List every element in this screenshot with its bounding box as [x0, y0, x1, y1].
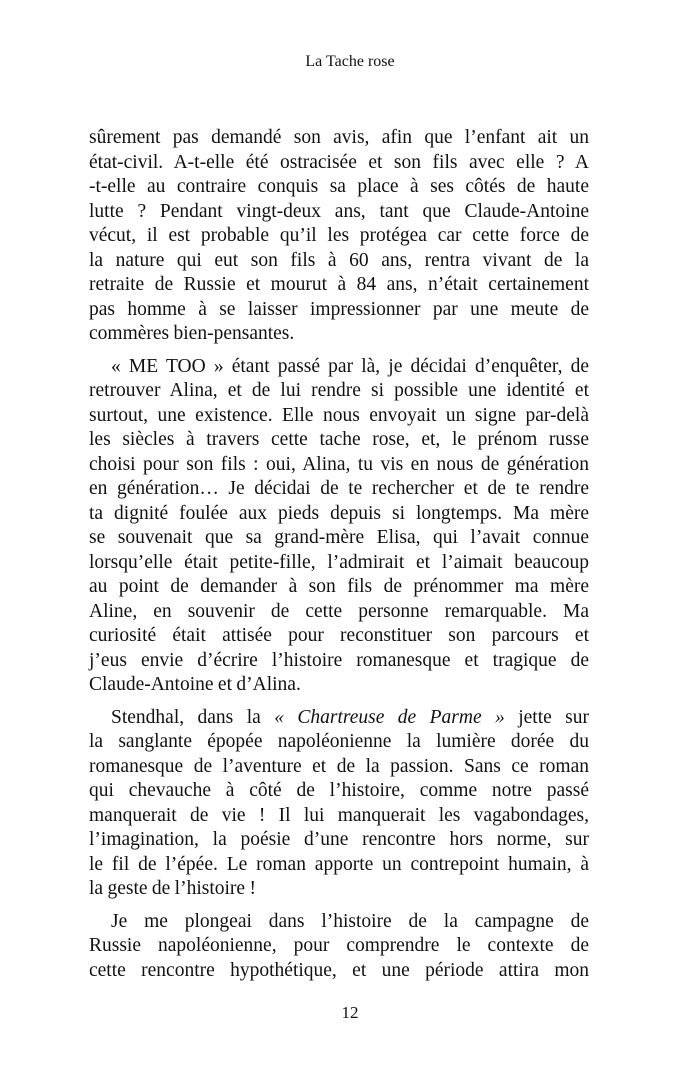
text-line: commères bien-pensantes.: [89, 323, 295, 344]
text-line: curiosité était attisée pour reconstituer son parcours et: [89, 625, 589, 646]
text-line: l’imagination, la poésie d’une rencontre hors norme, sur: [89, 829, 589, 850]
text-line: la geste de l’histoire !: [89, 878, 256, 899]
text-line: -t-elle au contraire conquis sa place à ses côtés de haute: [89, 176, 589, 197]
text-line: la nature qui eut son fils à 60 ans, rentra vivant de la: [89, 249, 589, 271]
text-line: Aline, en souvenir de cette personne remarquable. Ma: [89, 600, 589, 622]
text-line: vécut, il est probable qu’il les protégea car cette force de: [89, 225, 589, 246]
text-line: état-civil. A-t-elle été ostracisée et son fils avec elle ? A: [89, 151, 589, 173]
paragraph-3: [89, 706, 589, 902]
running-head: La Tache rose: [305, 53, 395, 70]
page-number: 12: [341, 1003, 359, 1022]
text-line: [89, 706, 589, 731]
text-line: retrouver Alina, et de lui rendre si possible une identité et: [89, 380, 589, 401]
text-line: ta dignité foulée aux pieds depuis si longtemps. Ma mère: [89, 502, 589, 524]
paragraph-2: [89, 355, 589, 698]
text-line: sûrement pas demandé son avis, afin que l’enfant ait un: [89, 127, 589, 148]
text-line: j’eus envie d’écrire l’histoire romanesque et tragique de: [89, 649, 589, 671]
paragraph-1: [89, 126, 589, 347]
text-line: lorsqu’elle était petite-fille, l’admirait et l’aimait beaucoup: [89, 551, 589, 573]
book-title: « Chartreuse de Parme »: [274, 706, 505, 728]
text-line: romanesque de l’aventure et de la passion. Sans ce roman: [89, 755, 589, 777]
text-line: la sanglante épopée napoléonienne la lumière dorée du: [89, 731, 589, 752]
text-line: en génération… Je décidai de te rechercher et de te rendre: [89, 478, 589, 499]
text-line: au point de demander à son fils de prénommer ma mère: [89, 576, 589, 597]
text-line: se souvenait que sa grand-mère Elisa, qui l’avait connue: [89, 527, 589, 548]
text-line: Je me plongeai dans l’histoire de la campagne de: [111, 910, 589, 932]
page-body: [89, 126, 589, 991]
text-line: le fil de l’épée. Le roman apporte un contrepoint humain, à: [89, 853, 589, 875]
text-line: qui chevauche à côté de l’histoire, comme notre passé: [89, 780, 589, 801]
text-line: cette rencontre hypothétique, et une période attira mon: [89, 959, 589, 981]
text-line: choisi pour son fils : oui, Alina, tu vis en nous de génération: [89, 453, 589, 475]
text-line: retraite de Russie et mourut à 84 ans, n’était certainement: [89, 274, 589, 295]
text-line: lutte ? Pendant vingt-deux ans, tant que Claude-Antoine: [89, 200, 589, 222]
text-line: manquerait de vie ! Il lui manquerait les vagabondages,: [89, 804, 589, 826]
text-line: « ME TOO » étant passé par là, je décidai d’enquêter, de: [111, 355, 589, 377]
paragraph-4: [89, 910, 589, 984]
text-fragment: jette sur: [518, 706, 590, 728]
text-line: les siècles à travers cette tache rose, et, le prénom russe: [89, 429, 589, 450]
text-line: surtout, une existence. Elle nous envoyait un signe par-delà: [89, 404, 589, 426]
text-line: pas homme à se laisser impressionner par une meute de: [89, 298, 589, 320]
text-line: Russie napoléonienne, pour comprendre le contexte de: [89, 935, 589, 956]
text-fragment: Stendhal, dans la: [111, 706, 261, 728]
text-line: Claude-Antoine et d’Alina.: [89, 674, 301, 695]
